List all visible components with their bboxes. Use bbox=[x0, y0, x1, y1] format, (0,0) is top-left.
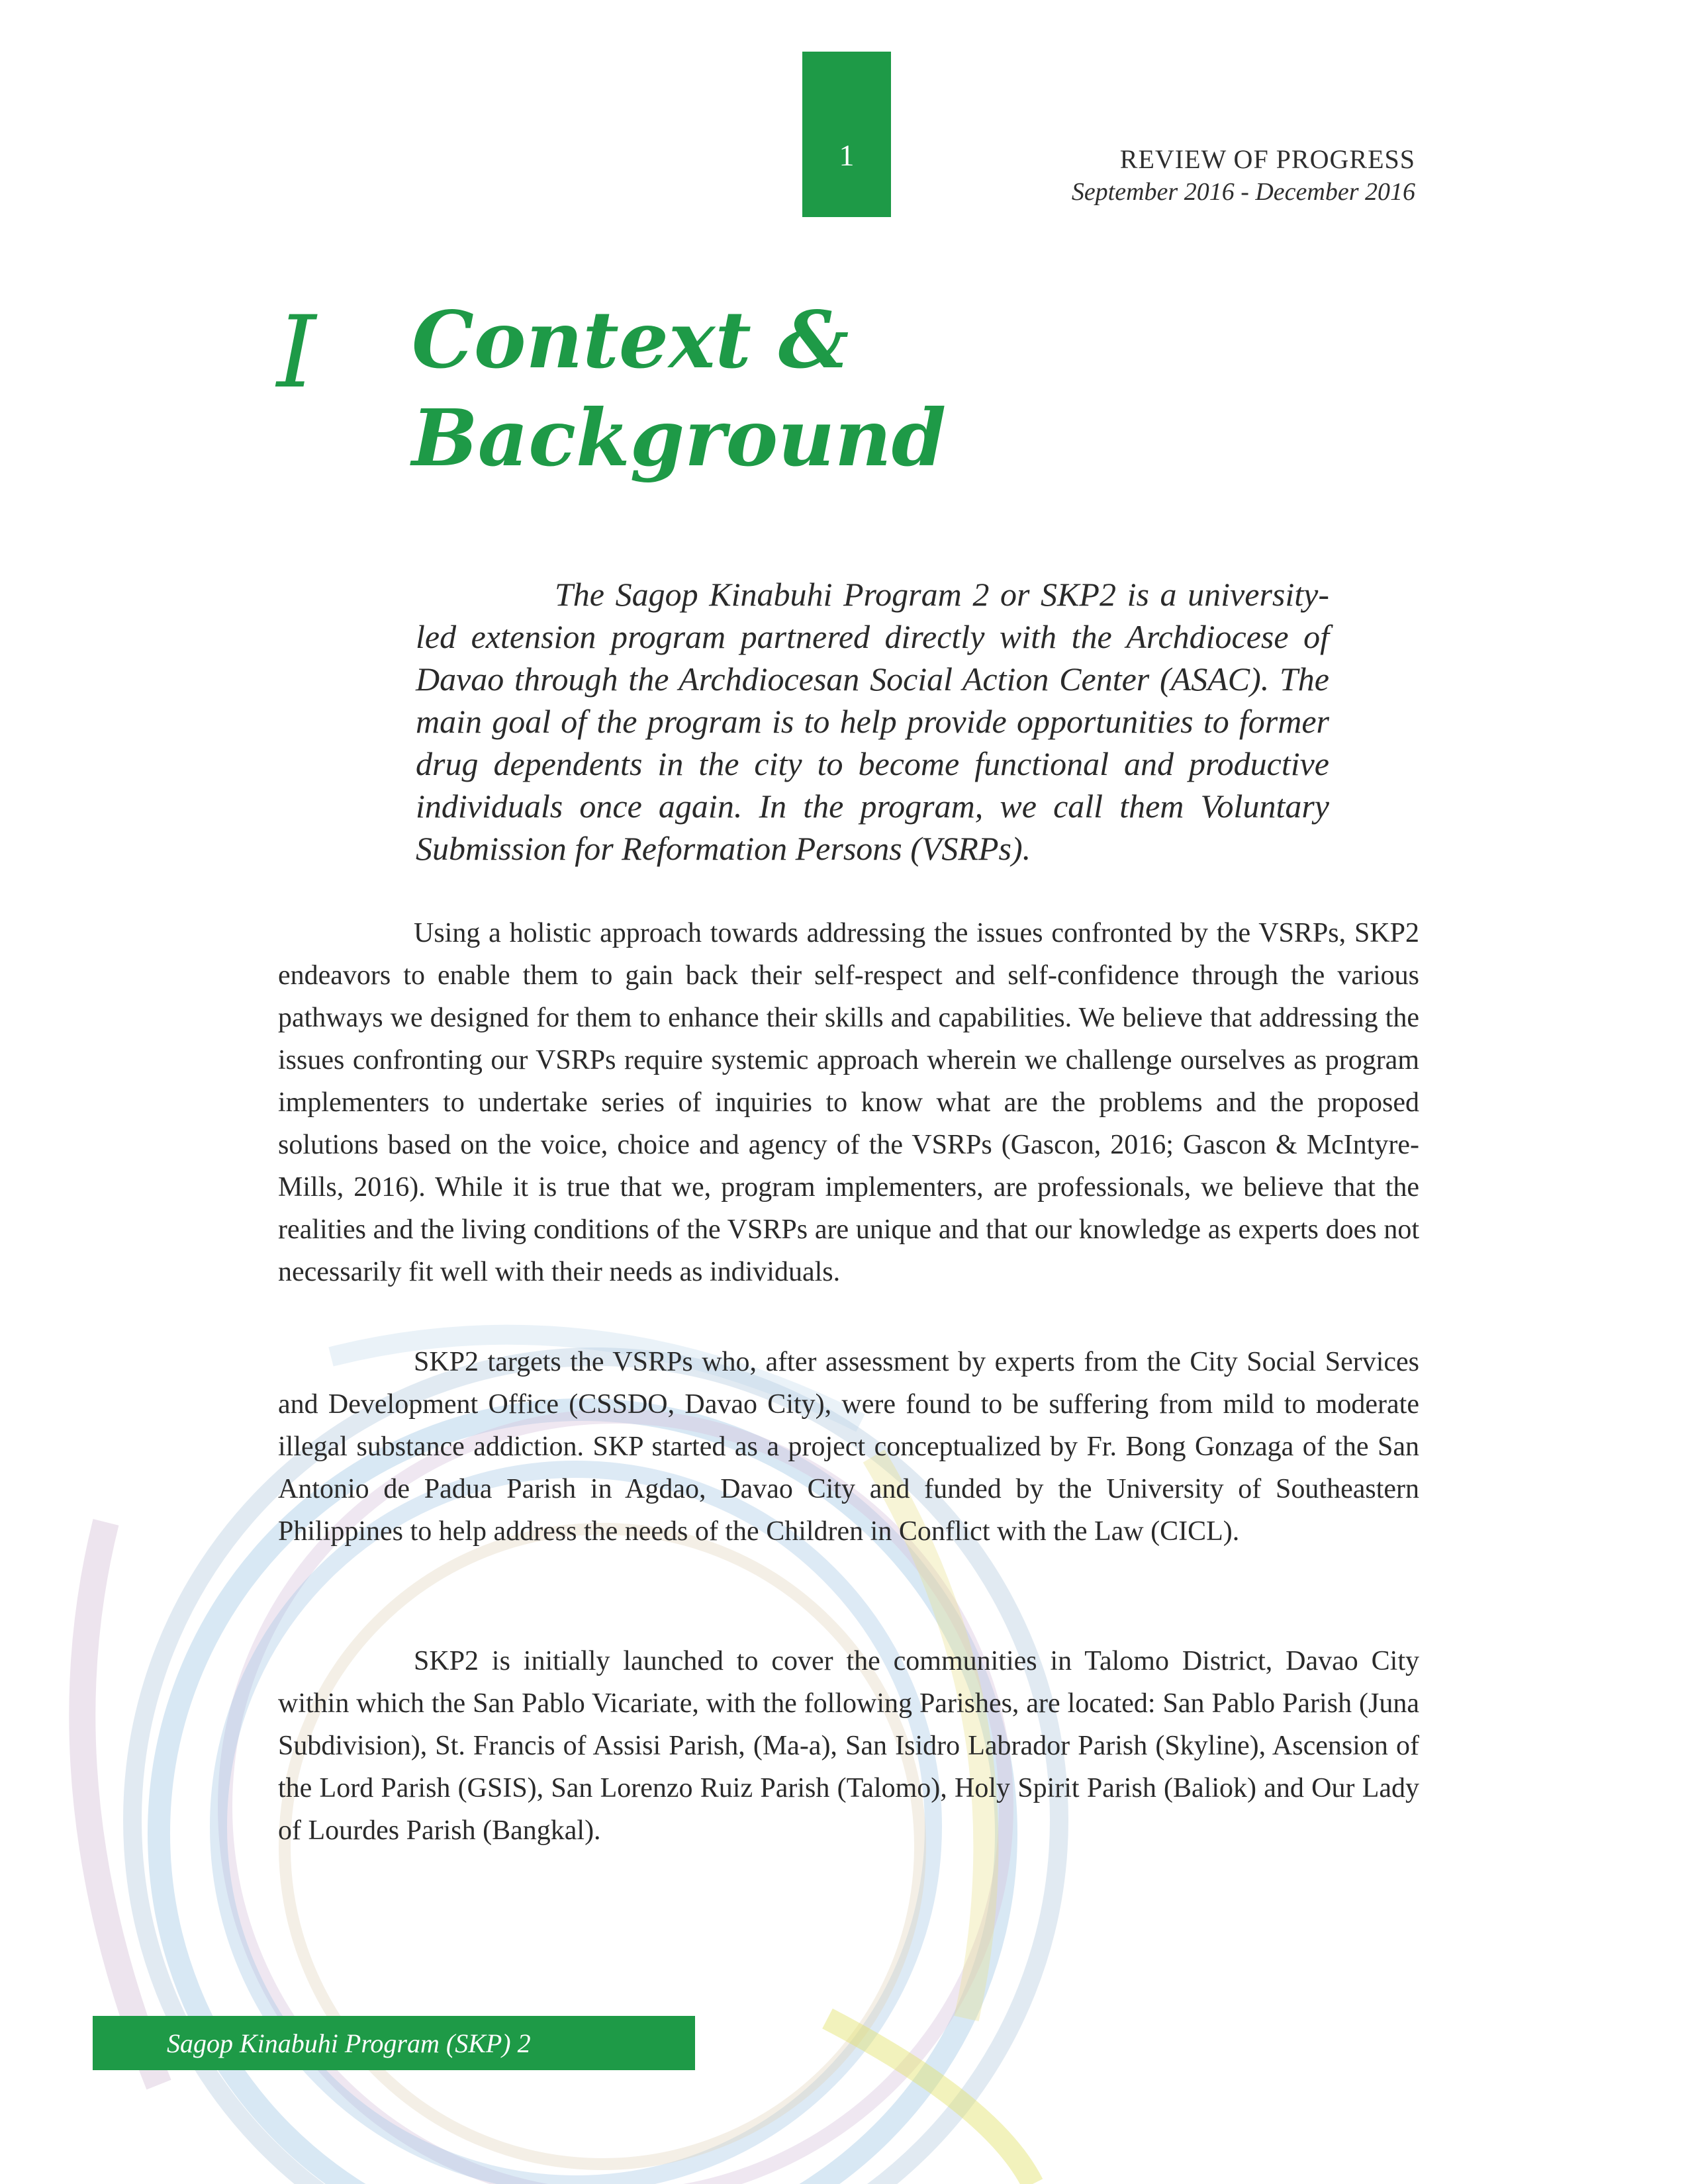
section-heading-line1: Context & bbox=[412, 294, 849, 386]
body-paragraph-3: SKP2 is initially launched to cover the communities in Talomo District, Davao City within which the San Pablo Vicariate, with the following Parishes, are located: San Pablo Parish (Juna Subdivision), St. Francis of Assisi Parish, (Ma-a), San Isidro Labrador Parish (Skyline), Ascension of the Lord Parish (GSIS), San Lorenzo Ruiz Parish (Talomo), Holy Spirit Parish (Baliok) and Our Lady of Lourdes Parish (Bangkal). bbox=[278, 1646, 1419, 1846]
section-heading-line2: Background bbox=[412, 392, 947, 484]
body-paragraph-1: Using a holistic approach towards addressing the issues confronted by the VSRPs, SKP2 endeavors to enable them to gain back their self-respect and self-confidence through the various pathways we designed for them to enhance their skills and capabilities. We believe that addressing the issues confronting our VSRPs require systemic approach wherein we challenge ourselves as program implementers to undertake series of inquiries to know what are the problems and the proposed solutions based on the voice, choice and agency of the VSRPs (Gascon, 2016; Gascon & McIntyre-Mills, 2016). While it is true that we, program implementers, are professionals, we believe that the realities and the living conditions of the VSRPs are unique and that our knowledge as experts does not necessarily fit well with their needs as individuals. bbox=[278, 918, 1419, 1287]
running-header-title: REVIEW OF PROGRESS bbox=[1119, 144, 1415, 174]
running-header-dates: September 2016 - December 2016 bbox=[1071, 178, 1415, 206]
footer-label: Sagop Kinabuhi Program (SKP) 2 bbox=[167, 2028, 531, 2058]
body-paragraph-2: SKP2 targets the VSRPs who, after assessment by experts from the City Social Services and Development Office (CSSDO, Davao City), were found to be suffering from mild to moderate illegal substance addiction. SKP started as a project conceptualized by Fr. Bong Gonzaga of the San Antonio de Padua Parish in Agdao, Davao City and funded by the University of Southeastern Philippines to help address the needs of the Children in Conflict with the Law (CICL). bbox=[278, 1347, 1419, 1547]
page-number-tab bbox=[802, 52, 891, 217]
page-number: 1 bbox=[839, 138, 855, 172]
section-numeral: I bbox=[277, 295, 316, 410]
intro-paragraph: The Sagop Kinabuhi Program 2 or SKP2 is a university-led extension program partnered directly with the Archdiocese of Davao through the Archdiocesan Social Action Center (ASAC). The main goal of the program is to help provide opportunities to former drug dependents in the city to become functional and productive individuals once again. In the program, we call them Voluntary Submission for Reformation Persons (VSRPs). bbox=[416, 576, 1329, 867]
section-heading bbox=[412, 291, 946, 487]
